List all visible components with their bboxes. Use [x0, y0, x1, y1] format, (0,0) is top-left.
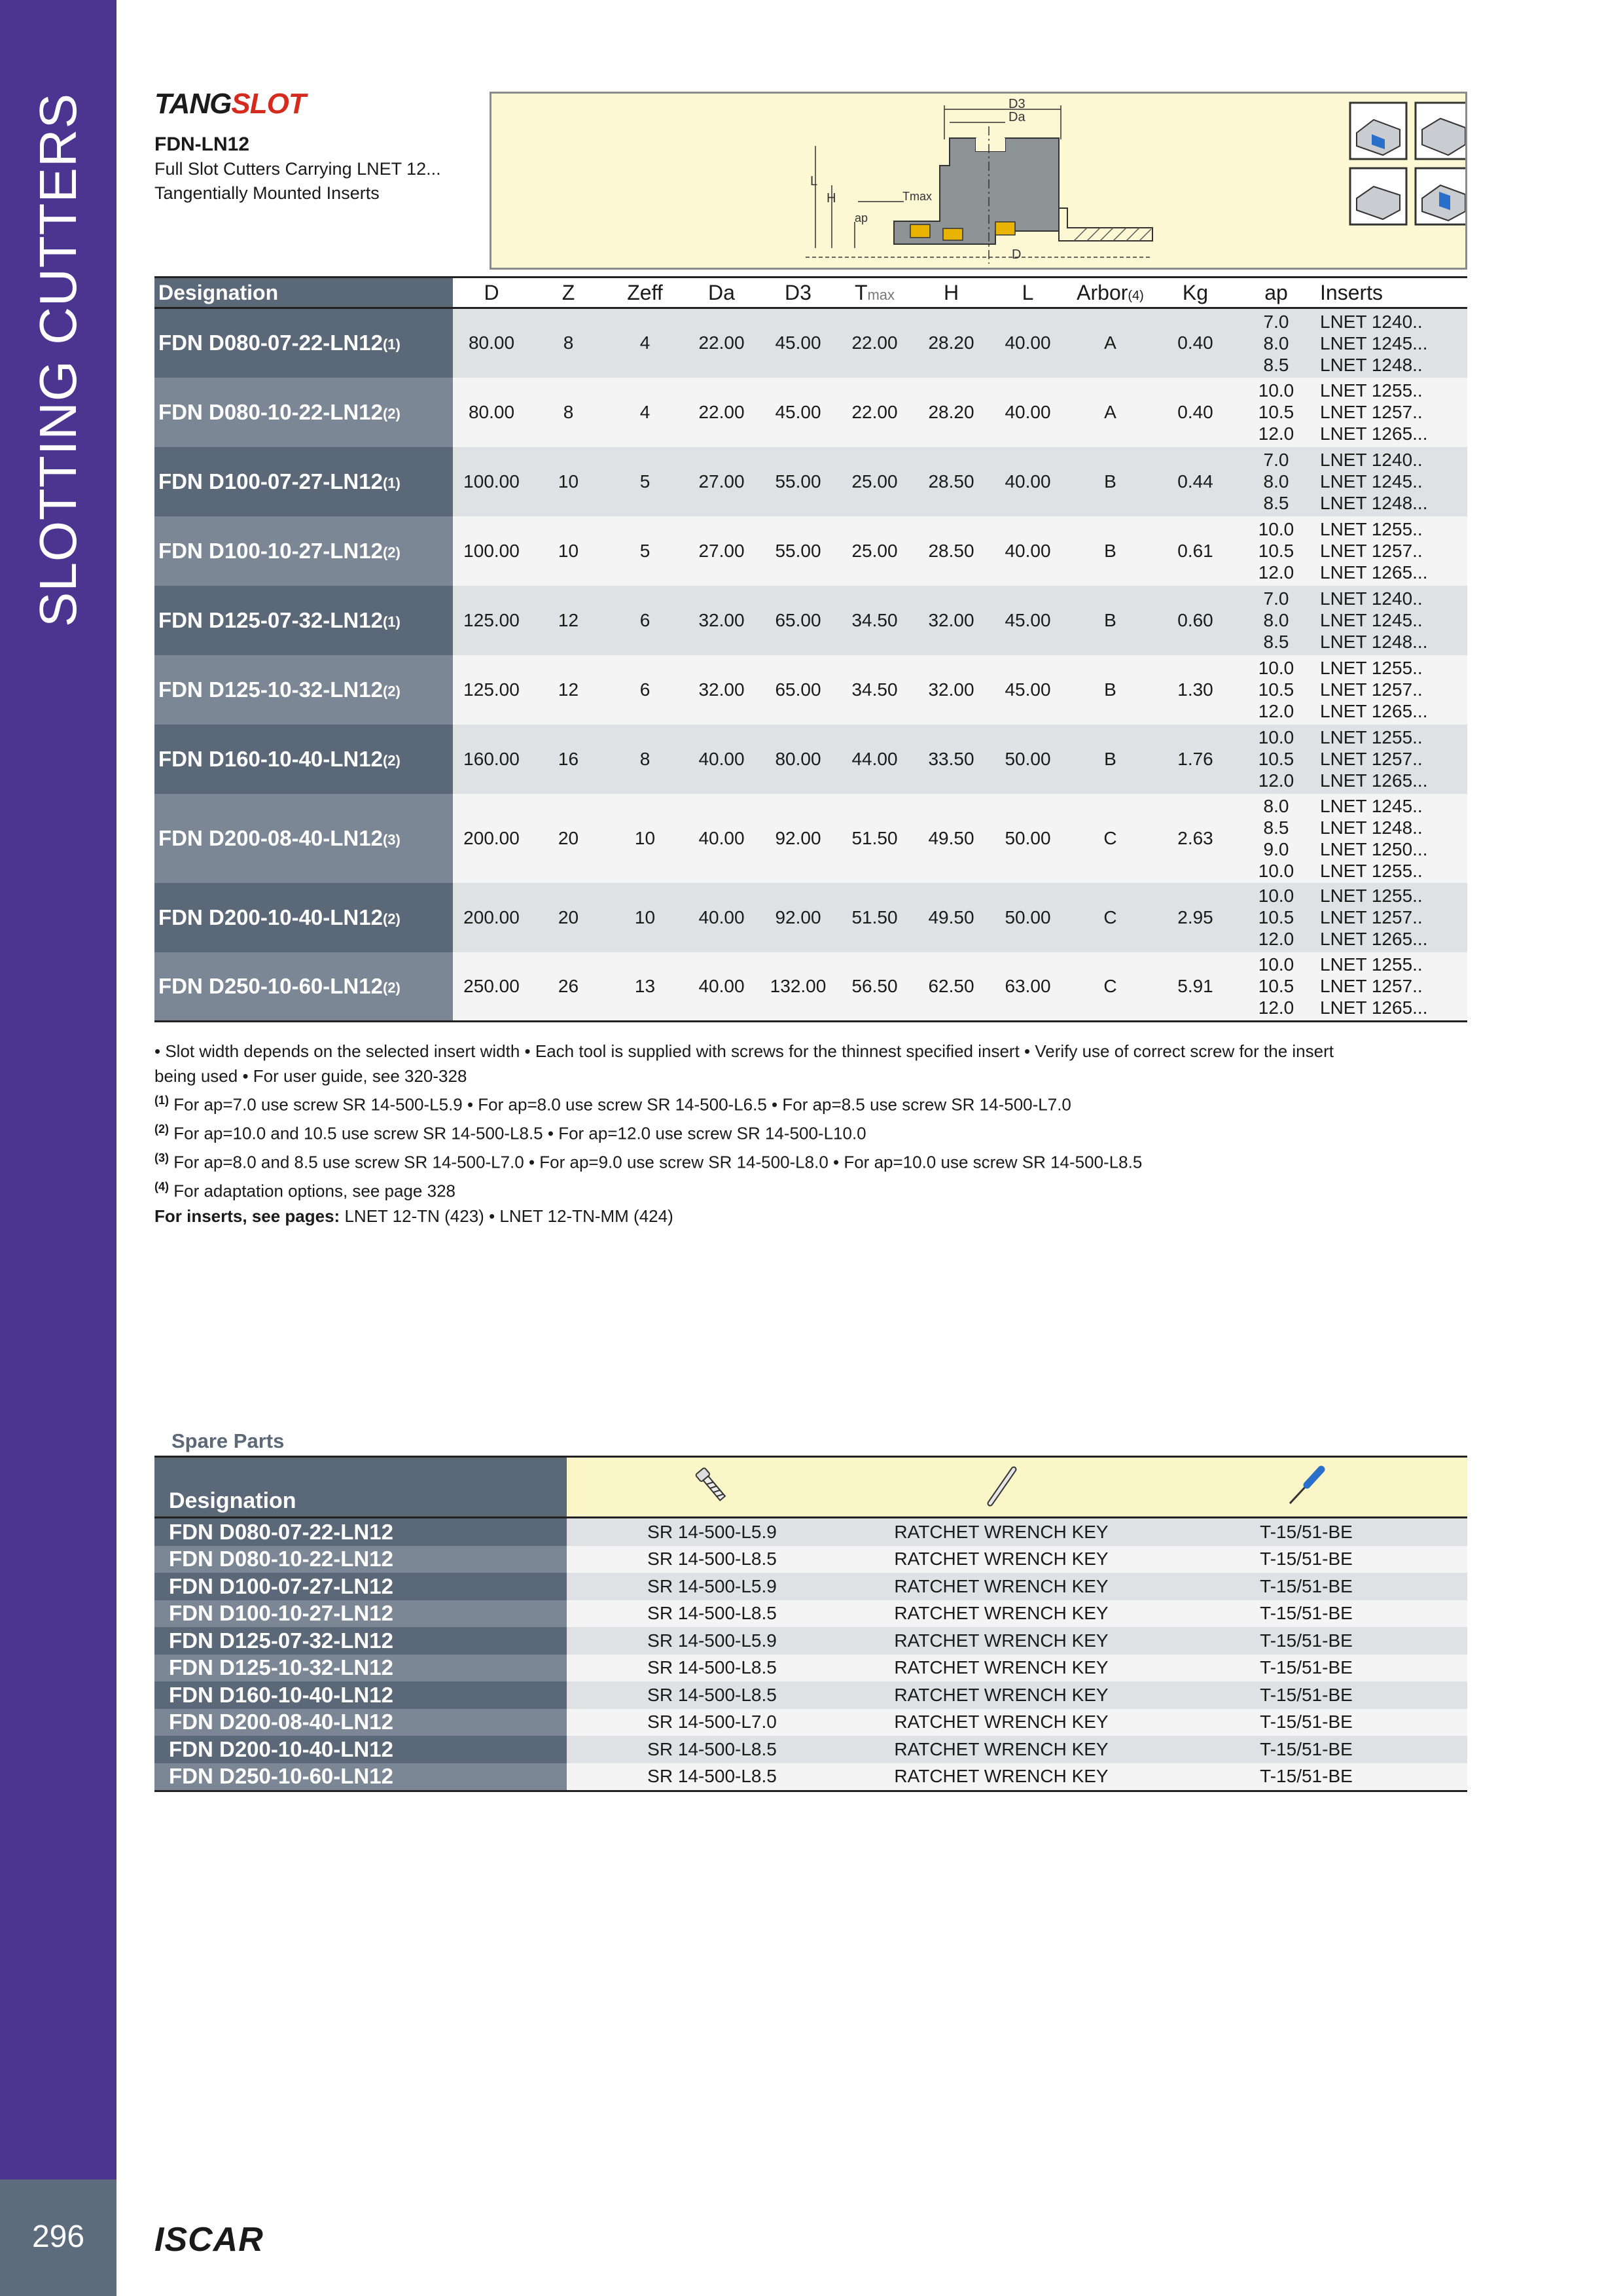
tmax-cell: 25.00: [836, 447, 913, 516]
sidebar-band: [0, 0, 116, 2179]
col-arbor: Arbor(4): [1066, 278, 1154, 308]
screw-cell: SR 14-500-L8.5: [567, 1546, 857, 1573]
kg-cell: 2.63: [1154, 794, 1236, 883]
l-cell: 40.00: [990, 308, 1066, 378]
arbor-cell: B: [1066, 655, 1154, 725]
sidebar-title: SLOTTING CUTTERS: [29, 92, 87, 628]
screw-cell: SR 14-500-L8.5: [567, 1681, 857, 1709]
da-cell: 27.00: [683, 447, 760, 516]
cutter-table-body: [154, 308, 1467, 1022]
table-row: [154, 794, 1467, 883]
zeff-cell: 13: [607, 952, 683, 1022]
ap-cell: 10.0 10.5 12.0: [1236, 516, 1316, 586]
z-cell: 16: [530, 725, 607, 794]
arbor-cell: B: [1066, 725, 1154, 794]
zeff-cell: 5: [607, 447, 683, 516]
table-row: [154, 516, 1467, 586]
kg-cell: 0.40: [1154, 378, 1236, 447]
slotting-application-icon: [1350, 168, 1406, 224]
slotting-application-icon: [1350, 103, 1406, 159]
spare-parts-title: Spare Parts: [171, 1429, 285, 1452]
da-cell: 40.00: [683, 725, 760, 794]
inserts-cell: LNET 1240.. LNET 1245... LNET 1248..: [1316, 308, 1467, 378]
label-ap: ap: [855, 211, 868, 224]
inserts-cell: LNET 1255.. LNET 1257.. LNET 1265...: [1316, 883, 1467, 952]
spare-designation-cell: FDN D080-10-22-LN12: [154, 1546, 567, 1573]
kg-cell: 0.61: [1154, 516, 1236, 586]
designation-cell: FDN D125-10-32-LN12(2): [154, 655, 453, 725]
designation-cell: FDN D080-07-22-LN12(1): [154, 308, 453, 378]
arbor-cell: A: [1066, 378, 1154, 447]
spare-row: [154, 1681, 1467, 1709]
kg-cell: 5.91: [1154, 952, 1236, 1022]
inserts-cell: LNET 1245.. LNET 1248.. LNET 1250... LNET 1255..: [1316, 794, 1467, 883]
driver-cell: T-15/51-BE: [1145, 1573, 1467, 1600]
screw-cell: SR 14-500-L5.9: [567, 1518, 857, 1546]
col-z: Z: [530, 278, 607, 308]
d-cell: 100.00: [453, 516, 530, 586]
label-d: D: [1012, 247, 1022, 262]
spare-parts-body: [154, 1518, 1467, 1791]
spare-parts-table: [154, 1456, 1467, 1792]
footer-brand: ISCAR: [154, 2221, 264, 2259]
kg-cell: 2.95: [1154, 883, 1236, 952]
spare-designation-cell: FDN D125-07-32-LN12: [154, 1627, 567, 1655]
designation-cell: FDN D080-10-22-LN12(2): [154, 378, 453, 447]
table-row: [154, 447, 1467, 516]
h-cell: 28.50: [913, 447, 990, 516]
kg-cell: 0.40: [1154, 308, 1236, 378]
tmax-cell: 56.50: [836, 952, 913, 1022]
l-cell: 50.00: [990, 794, 1066, 883]
technical-drawing: [490, 92, 1467, 270]
driver-cell: T-15/51-BE: [1145, 1655, 1467, 1682]
h-cell: 28.20: [913, 378, 990, 447]
insert-shape: [910, 224, 930, 238]
wrench-key-icon: [978, 1463, 1024, 1509]
driver-cell: T-15/51-BE: [1145, 1763, 1467, 1791]
arbor-cell: A: [1066, 308, 1154, 378]
note-2: $^{(2)}$ For ap=10.0 and 10.5 use screw SR 14-500-L8.5 • For ap=12.0 use screw SR 14-500-L10.0: [154, 1122, 866, 1143]
ap-cell: 10.0 10.5 12.0: [1236, 378, 1316, 447]
d3-cell: 65.00: [760, 655, 836, 725]
da-cell: 40.00: [683, 952, 760, 1022]
d3-cell: 92.00: [760, 794, 836, 883]
h-cell: 28.50: [913, 516, 990, 586]
d-cell: 80.00: [453, 308, 530, 378]
col-ap: ap: [1236, 278, 1316, 308]
label-l: L: [810, 174, 818, 188]
ap-cell: 7.0 8.0 8.5: [1236, 308, 1316, 378]
table-row: [154, 378, 1467, 447]
table-header-row: [154, 278, 1467, 308]
screw-cell: SR 14-500-L8.5: [567, 1655, 857, 1682]
spare-designation-cell: FDN D100-10-27-LN12: [154, 1600, 567, 1628]
d-cell: 250.00: [453, 952, 530, 1022]
kg-cell: 1.76: [1154, 725, 1236, 794]
inserts-cell: LNET 1255.. LNET 1257.. LNET 1265...: [1316, 655, 1467, 725]
cutter-cross-section: [491, 94, 1465, 268]
d-cell: 100.00: [453, 447, 530, 516]
spare-col-designation: Designation: [154, 1457, 567, 1518]
driver-cell: T-15/51-BE: [1145, 1546, 1467, 1573]
col-h: H: [913, 278, 990, 308]
l-cell: 45.00: [990, 586, 1066, 655]
note-3: $^{(3)}$ For ap=8.0 and 8.5 use screw SR 14-500-L7.0 • For ap=9.0 use screw SR 14-500-L8.0 • For ap=10.0 use screw SR 14-500-L8.5: [154, 1151, 1143, 1172]
key-cell: RATCHET WRENCH KEY: [857, 1627, 1145, 1655]
page-number: 296: [31, 2219, 85, 2254]
note-line: • Slot width depends on the selected insert width • Each tool is supplied with screws for the thinnest specified insert • Verify use of correct screw for the insert: [154, 1041, 1334, 1061]
ap-cell: 7.0 8.0 8.5: [1236, 586, 1316, 655]
col-d3: D3: [760, 278, 836, 308]
tmax-cell: 22.00: [836, 378, 913, 447]
ap-cell: 10.0 10.5 12.0: [1236, 883, 1316, 952]
col-da: Da: [683, 278, 760, 308]
spare-designation-cell: FDN D200-08-40-LN12: [154, 1709, 567, 1736]
da-cell: 40.00: [683, 794, 760, 883]
spare-col-key: [857, 1457, 1145, 1518]
spare-designation-cell: FDN D200-10-40-LN12: [154, 1736, 567, 1763]
l-cell: 63.00: [990, 952, 1066, 1022]
spare-row: [154, 1709, 1467, 1736]
da-cell: 27.00: [683, 516, 760, 586]
label-tmax: Tmax: [902, 190, 932, 203]
col-designation: Designation: [154, 278, 453, 308]
z-cell: 20: [530, 883, 607, 952]
zeff-cell: 8: [607, 725, 683, 794]
col-l: L: [990, 278, 1066, 308]
driver-cell: T-15/51-BE: [1145, 1518, 1467, 1546]
kg-cell: 0.60: [1154, 586, 1236, 655]
spare-header-row: [154, 1457, 1467, 1518]
driver-cell: T-15/51-BE: [1145, 1736, 1467, 1763]
z-cell: 26: [530, 952, 607, 1022]
inserts-cell: LNET 1240.. LNET 1245.. LNET 1248...: [1316, 447, 1467, 516]
ap-cell: 7.0 8.0 8.5: [1236, 447, 1316, 516]
product-code: FDN-LN12: [154, 134, 250, 155]
table-row: [154, 952, 1467, 1022]
z-cell: 10: [530, 516, 607, 586]
designation-cell: FDN D100-10-27-LN12(2): [154, 516, 453, 586]
zeff-cell: 4: [607, 378, 683, 447]
designation-cell: FDN D100-07-27-LN12(1): [154, 447, 453, 516]
da-cell: 40.00: [683, 883, 760, 952]
kg-cell: 0.44: [1154, 447, 1236, 516]
da-cell: 22.00: [683, 378, 760, 447]
tangslot-logo: TANGSLOT: [154, 88, 306, 120]
screw-icon: [689, 1463, 735, 1509]
col-kg: Kg: [1154, 278, 1236, 308]
spare-col-driver: [1145, 1457, 1467, 1518]
tmax-cell: 34.50: [836, 586, 913, 655]
footnotes: [154, 1039, 1467, 1229]
spare-row: [154, 1763, 1467, 1791]
table-row: [154, 725, 1467, 794]
zeff-cell: 10: [607, 883, 683, 952]
h-cell: 32.00: [913, 586, 990, 655]
inserts-reference: For inserts, see pages: LNET 12-TN (423) • LNET 12-TN-MM (424): [154, 1206, 673, 1226]
d3-cell: 132.00: [760, 952, 836, 1022]
spare-col-screw: [567, 1457, 857, 1518]
col-inserts: Inserts: [1316, 278, 1467, 308]
key-cell: RATCHET WRENCH KEY: [857, 1573, 1145, 1600]
key-cell: RATCHET WRENCH KEY: [857, 1546, 1145, 1573]
d3-cell: 45.00: [760, 378, 836, 447]
d-cell: 80.00: [453, 378, 530, 447]
d-cell: 125.00: [453, 655, 530, 725]
l-cell: 45.00: [990, 655, 1066, 725]
z-cell: 20: [530, 794, 607, 883]
label-da: Da: [1008, 110, 1026, 124]
l-cell: 40.00: [990, 516, 1066, 586]
screw-cell: SR 14-500-L5.9: [567, 1627, 857, 1655]
ap-cell: 10.0 10.5 12.0: [1236, 655, 1316, 725]
designation-cell: FDN D200-08-40-LN12(3): [154, 794, 453, 883]
tmax-cell: 22.00: [836, 308, 913, 378]
h-cell: 32.00: [913, 655, 990, 725]
zeff-cell: 6: [607, 586, 683, 655]
arbor-cell: B: [1066, 447, 1154, 516]
note-4: $^{(4)}$ For adaptation options, see page 328: [154, 1180, 455, 1202]
key-cell: RATCHET WRENCH KEY: [857, 1763, 1145, 1791]
note-line: being used • For user guide, see 320-328: [154, 1066, 467, 1086]
ap-cell: 10.0 10.5 12.0: [1236, 725, 1316, 794]
tmax-cell: 25.00: [836, 516, 913, 586]
ap-cell: 10.0 10.5 12.0: [1236, 952, 1316, 1022]
zeff-cell: 5: [607, 516, 683, 586]
screw-cell: SR 14-500-L8.5: [567, 1736, 857, 1763]
z-cell: 8: [530, 308, 607, 378]
driver-cell: T-15/51-BE: [1145, 1681, 1467, 1709]
designation-cell: FDN D250-10-60-LN12(2): [154, 952, 453, 1022]
d-cell: 200.00: [453, 883, 530, 952]
z-cell: 12: [530, 586, 607, 655]
arbor-cell: C: [1066, 883, 1154, 952]
h-cell: 28.20: [913, 308, 990, 378]
zeff-cell: 4: [607, 308, 683, 378]
insert-shape: [995, 222, 1015, 235]
driver-cell: T-15/51-BE: [1145, 1600, 1467, 1628]
tmax-cell: 44.00: [836, 725, 913, 794]
d3-cell: 65.00: [760, 586, 836, 655]
spare-row: [154, 1573, 1467, 1600]
d3-cell: 92.00: [760, 883, 836, 952]
col-d: D: [453, 278, 530, 308]
kg-cell: 1.30: [1154, 655, 1236, 725]
h-cell: 49.50: [913, 794, 990, 883]
inserts-cell: LNET 1255.. LNET 1257.. LNET 1265...: [1316, 378, 1467, 447]
ap-cell: 8.0 8.5 9.0 10.0: [1236, 794, 1316, 883]
insert-shape: [943, 228, 963, 240]
d-cell: 160.00: [453, 725, 530, 794]
tmax-cell: 51.50: [836, 794, 913, 883]
spare-row: [154, 1518, 1467, 1546]
screwdriver-icon: [1283, 1463, 1329, 1509]
product-description: Full Slot Cutters Carrying LNET 12... Tangentially Mounted Inserts: [154, 159, 441, 203]
arbor-cell: B: [1066, 516, 1154, 586]
screw-cell: SR 14-500-L7.0: [567, 1709, 857, 1736]
screw-cell: SR 14-500-L5.9: [567, 1573, 857, 1600]
l-cell: 40.00: [990, 378, 1066, 447]
note-1: $^{(1)}$ For ap=7.0 use screw SR 14-500-L5.9 • For ap=8.0 use screw SR 14-500-L6.5 • For ap=8.5 use screw SR 14-500-L7.0: [154, 1094, 1071, 1115]
h-cell: 62.50: [913, 952, 990, 1022]
z-cell: 8: [530, 378, 607, 447]
screw-cell: SR 14-500-L8.5: [567, 1763, 857, 1791]
spare-designation-cell: FDN D160-10-40-LN12: [154, 1681, 567, 1709]
arbor-cell: B: [1066, 586, 1154, 655]
zeff-cell: 10: [607, 794, 683, 883]
key-cell: RATCHET WRENCH KEY: [857, 1600, 1145, 1628]
key-cell: RATCHET WRENCH KEY: [857, 1655, 1145, 1682]
key-cell: RATCHET WRENCH KEY: [857, 1736, 1145, 1763]
key-cell: RATCHET WRENCH KEY: [857, 1709, 1145, 1736]
designation-cell: FDN D160-10-40-LN12(2): [154, 725, 453, 794]
spare-designation-cell: FDN D250-10-60-LN12: [154, 1763, 567, 1791]
col-zeff: Zeff: [607, 278, 683, 308]
zeff-cell: 6: [607, 655, 683, 725]
driver-cell: T-15/51-BE: [1145, 1627, 1467, 1655]
spare-row: [154, 1655, 1467, 1682]
da-cell: 32.00: [683, 586, 760, 655]
slotting-application-icon: [1416, 103, 1465, 159]
table-row: [154, 655, 1467, 725]
inserts-cell: LNET 1255.. LNET 1257.. LNET 1265...: [1316, 952, 1467, 1022]
inserts-cell: LNET 1255.. LNET 1257.. LNET 1265...: [1316, 725, 1467, 794]
table-row: [154, 586, 1467, 655]
key-cell: RATCHET WRENCH KEY: [857, 1681, 1145, 1709]
inserts-cell: LNET 1240.. LNET 1245.. LNET 1248...: [1316, 586, 1467, 655]
arbor-cell: C: [1066, 952, 1154, 1022]
designation-cell: FDN D200-10-40-LN12(2): [154, 883, 453, 952]
l-cell: 50.00: [990, 725, 1066, 794]
label-h: H: [827, 191, 836, 206]
inserts-cell: LNET 1255.. LNET 1257.. LNET 1265...: [1316, 516, 1467, 586]
d3-cell: 55.00: [760, 447, 836, 516]
spare-row: [154, 1627, 1467, 1655]
l-cell: 50.00: [990, 883, 1066, 952]
table-row: [154, 883, 1467, 952]
table-row: [154, 308, 1467, 378]
spare-row: [154, 1546, 1467, 1573]
tmax-cell: 34.50: [836, 655, 913, 725]
spare-designation-cell: FDN D100-07-27-LN12: [154, 1573, 567, 1600]
da-cell: 22.00: [683, 308, 760, 378]
slotting-application-icon: [1416, 168, 1465, 224]
d3-cell: 55.00: [760, 516, 836, 586]
arbor-cell: C: [1066, 794, 1154, 883]
spare-row: [154, 1600, 1467, 1628]
cutter-specification-table: [154, 276, 1467, 1022]
page-number-box: [0, 2179, 116, 2296]
tmax-cell: 51.50: [836, 883, 913, 952]
d-cell: 125.00: [453, 586, 530, 655]
h-cell: 33.50: [913, 725, 990, 794]
col-tmax: Tmax: [836, 278, 913, 308]
designation-cell: FDN D125-07-32-LN12(1): [154, 586, 453, 655]
driver-cell: T-15/51-BE: [1145, 1709, 1467, 1736]
da-cell: 32.00: [683, 655, 760, 725]
d3-cell: 80.00: [760, 725, 836, 794]
z-cell: 12: [530, 655, 607, 725]
spare-designation-cell: FDN D080-07-22-LN12: [154, 1518, 567, 1546]
l-cell: 40.00: [990, 447, 1066, 516]
d-cell: 200.00: [453, 794, 530, 883]
z-cell: 10: [530, 447, 607, 516]
key-cell: RATCHET WRENCH KEY: [857, 1518, 1145, 1546]
h-cell: 49.50: [913, 883, 990, 952]
spare-row: [154, 1736, 1467, 1763]
spare-designation-cell: FDN D125-10-32-LN12: [154, 1655, 567, 1682]
d3-cell: 45.00: [760, 308, 836, 378]
label-d3: D3: [1008, 97, 1026, 111]
screw-cell: SR 14-500-L8.5: [567, 1600, 857, 1628]
